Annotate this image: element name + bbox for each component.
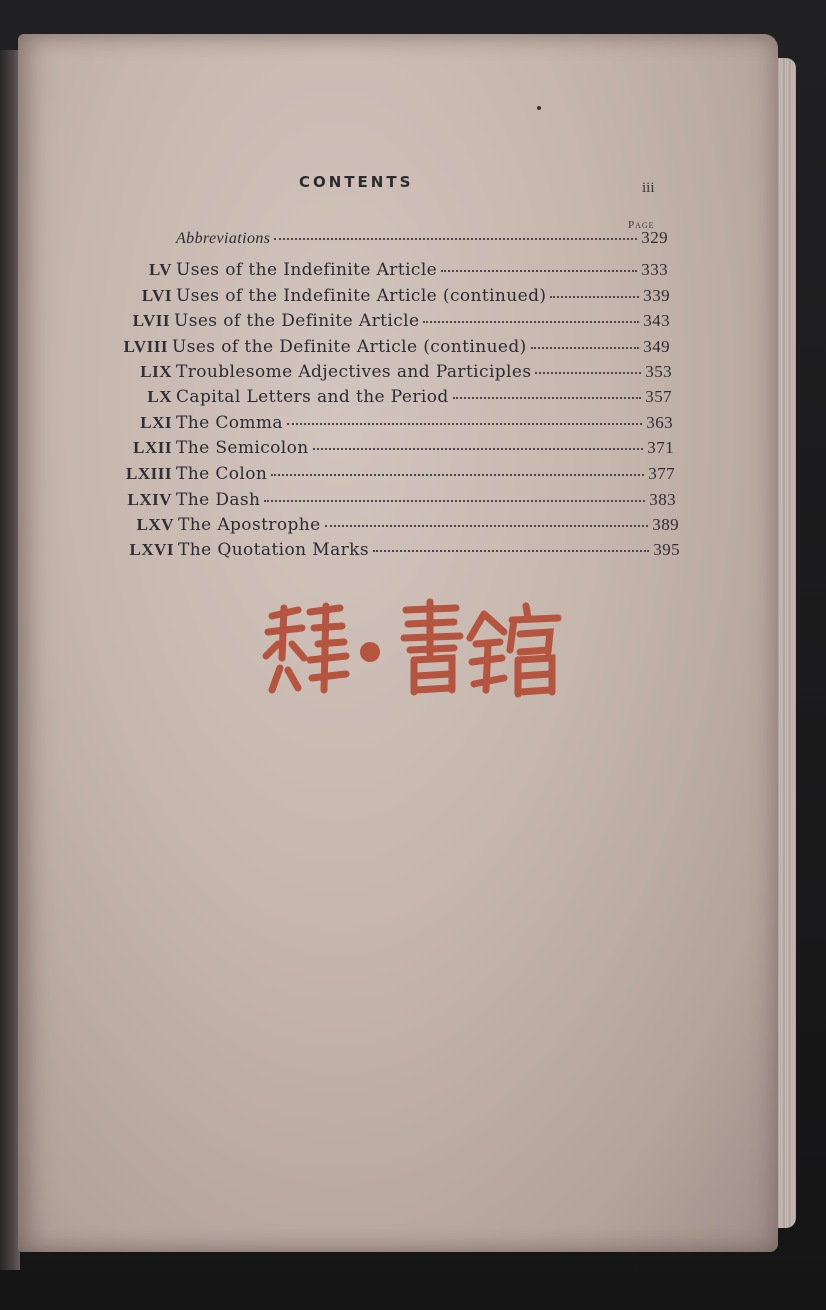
toc-dot-leader xyxy=(535,372,641,374)
toc-dot-leader xyxy=(274,238,637,240)
toc-chapter-number: LXV xyxy=(136,515,174,534)
toc-chapter-title: The Quotation Marks xyxy=(178,540,369,560)
toc-page-number: 333 xyxy=(641,260,668,279)
stamp-glyph-2 xyxy=(404,602,460,692)
page-speck xyxy=(537,106,541,110)
toc-chapter-number: LX xyxy=(147,387,172,406)
toc-page-number: 353 xyxy=(645,362,672,381)
toc-chapter-title: Uses of the Indefinite Article xyxy=(176,260,438,280)
toc-dot-leader xyxy=(271,474,644,476)
toc-chapter-number: LVIII xyxy=(123,337,168,356)
toc-chapter-title: Uses of the Definite Article (continued) xyxy=(172,337,527,357)
toc-dot-leader xyxy=(423,321,639,323)
toc-dot-leader xyxy=(441,270,637,272)
toc-chapter-number: LXVI xyxy=(129,540,174,559)
stamp-dot xyxy=(360,642,380,662)
toc-chapter-title: The Colon xyxy=(176,464,268,484)
toc-chapter-number: LXIV xyxy=(127,490,172,509)
toc-chapter-number: LXIII xyxy=(126,464,172,483)
left-page-edge xyxy=(0,50,20,1270)
toc-chapter-number: LXI xyxy=(140,413,172,432)
toc-page-number: 395 xyxy=(653,540,680,559)
toc-chapter-title: Uses of the Indefinite Article (continued) xyxy=(176,286,547,306)
toc-page-number: 363 xyxy=(646,413,673,432)
toc-chapter-title: Uses of the Definite Article xyxy=(174,311,420,331)
toc-entry xyxy=(112,413,673,437)
toc-entry xyxy=(112,438,674,462)
toc-entry xyxy=(114,540,680,564)
toc-page-number: 349 xyxy=(643,337,670,356)
library-stamp xyxy=(258,598,568,698)
toc-chapter-number: LVII xyxy=(132,311,170,330)
toc-page-number: 383 xyxy=(649,490,676,509)
toc-entry xyxy=(112,260,668,284)
toc-dot-leader xyxy=(550,296,639,298)
toc-page-number: 389 xyxy=(652,515,679,534)
toc-entry xyxy=(112,228,668,252)
toc-dot-leader xyxy=(264,500,645,502)
toc-chapter-title: Capital Letters and the Period xyxy=(176,387,449,407)
toc-entry xyxy=(114,515,679,539)
toc-chapter-title: Abbreviations xyxy=(176,230,271,247)
toc-page-number: 329 xyxy=(641,228,668,247)
toc-chapter-title: The Semicolon xyxy=(176,438,309,458)
stamp-glyph-1 xyxy=(266,606,346,690)
toc-entry xyxy=(112,464,675,488)
toc-chapter-title: The Apostrophe xyxy=(178,515,321,535)
toc-chapter-number: LIX xyxy=(140,362,172,381)
page-number: iii xyxy=(642,180,655,196)
toc-entry xyxy=(112,286,670,310)
toc-page-number: 343 xyxy=(643,311,670,330)
toc-page-number: 339 xyxy=(643,286,670,305)
toc-dot-leader xyxy=(373,550,649,552)
toc-chapter-number: LVI xyxy=(141,286,172,305)
toc-chapter-title: Troublesome Adjectives and Participles xyxy=(176,362,532,382)
toc-chapter-number: LV xyxy=(148,260,172,279)
toc-entry xyxy=(108,337,670,361)
toc-entry xyxy=(112,387,672,411)
toc-page-number: 357 xyxy=(645,387,672,406)
toc-dot-leader xyxy=(313,448,644,450)
toc-dot-leader xyxy=(531,347,640,349)
toc-page-number: 371 xyxy=(647,438,674,457)
toc-chapter-number: LXII xyxy=(133,438,172,457)
toc-page-number: 377 xyxy=(648,464,675,483)
toc-entry xyxy=(110,311,670,335)
toc-dot-leader xyxy=(325,525,649,527)
stamp-glyph-3 xyxy=(470,606,558,694)
toc-entry xyxy=(112,362,672,386)
page-column-label: Page xyxy=(628,219,655,231)
toc-chapter-title: The Comma xyxy=(176,413,283,433)
toc-dot-leader xyxy=(287,423,642,425)
toc-dot-leader xyxy=(453,397,642,399)
toc-entry xyxy=(112,490,676,514)
running-head: CONTENTS xyxy=(299,173,414,191)
toc-chapter-title: The Dash xyxy=(176,490,261,510)
